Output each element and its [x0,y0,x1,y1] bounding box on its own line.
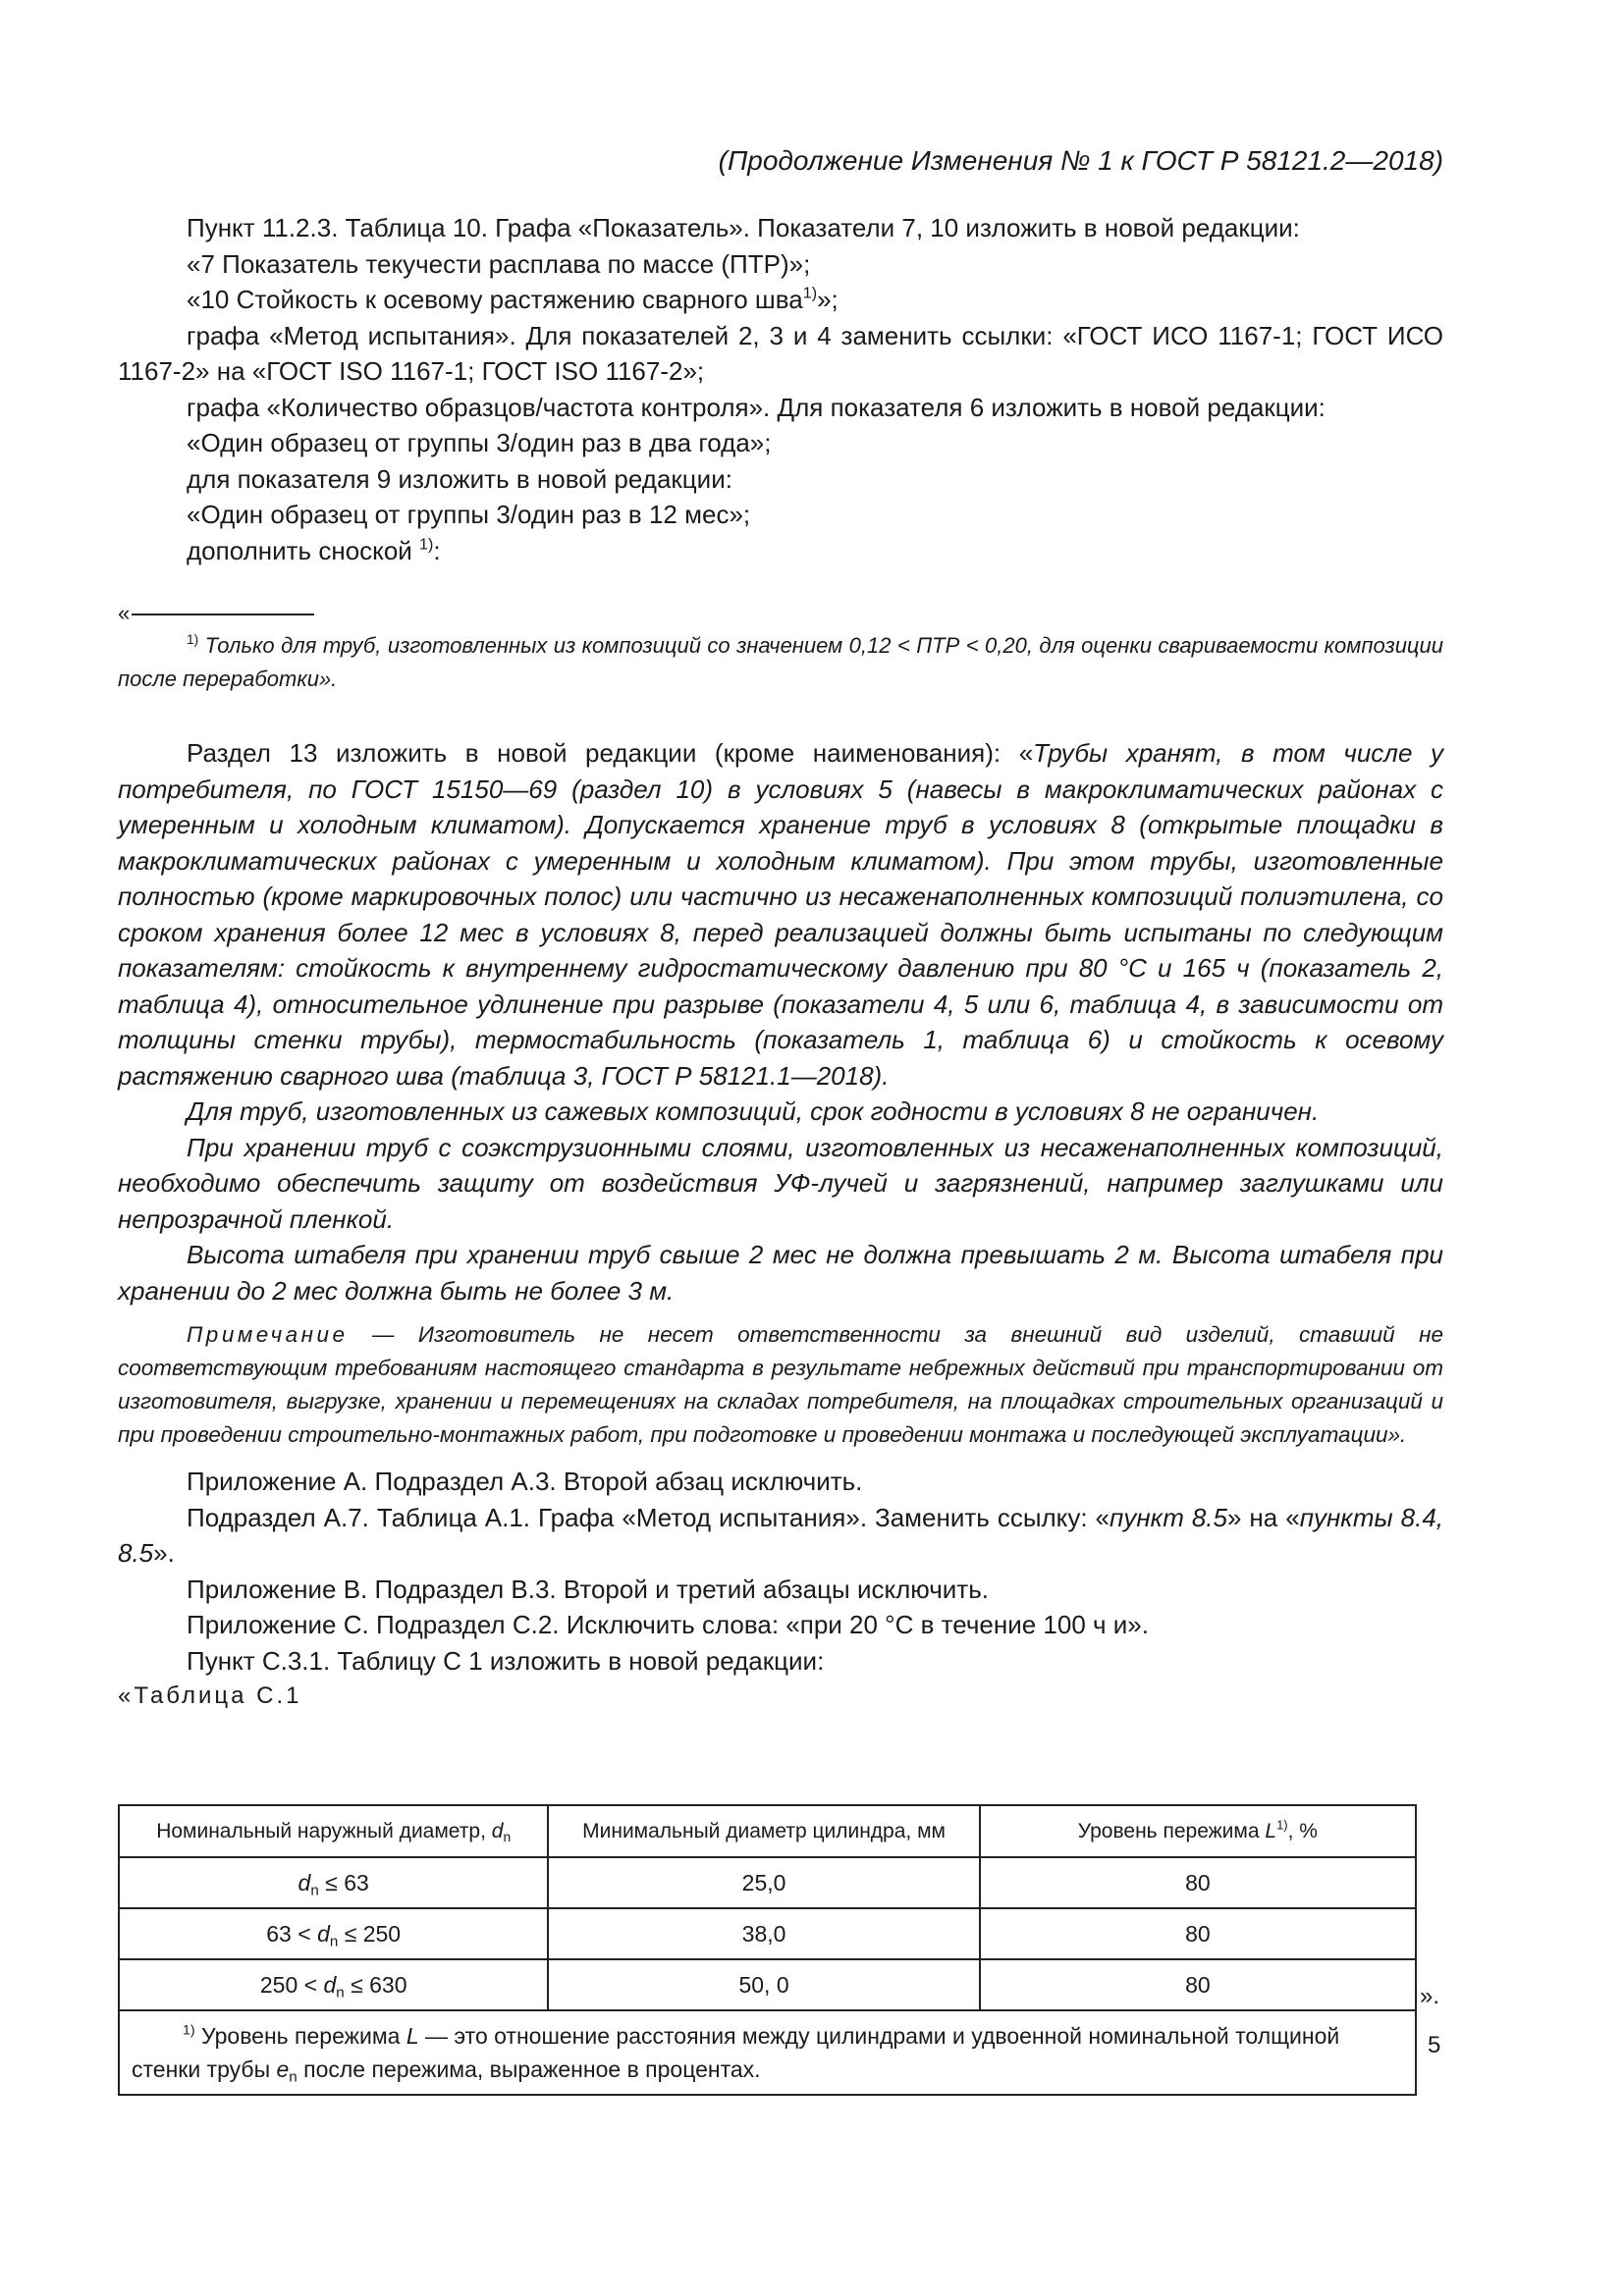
variable: L [1265,1819,1277,1842]
page-number: 5 [1428,2032,1441,2058]
paragraph-11-2-3: Пункт 11.2.3. Таблица 10. Графа «Показатель». Показатели 7, 10 изложить в новой редакции: [187,213,1300,242]
variable: d [317,1920,330,1947]
cell-pinch-level: 80 [980,1959,1416,2010]
paragraph-one-sample-two-years: «Один образец от группы 3/один раз в два года»; [187,428,772,457]
column-header-nominal-diameter [119,1805,548,1857]
table-footnote [119,2010,1416,2095]
table-footnote-row [119,2010,1416,2095]
text-run: » на « [1226,1502,1300,1532]
text-run: Подраздел А.7. Таблица А.1. Графа «Метод испытания». Заменить ссылку: « [187,1502,1110,1532]
continuation-header: (Продолжение Изменения № 1 к ГОСТ Р 58121.2—2018) [718,145,1443,176]
spacer [118,696,1443,735]
paragraph-soot-compositions: Для труб, изготовленных из сажевых композиций, срок годности в условиях 8 не ограничен. [187,1096,1320,1126]
paragraph-appendix-c2: Приложение С. Подраздел С.2. Исключить слова: «при 20 °С в течение 100 ч и». [187,1610,1149,1639]
text-run: Уровень пережима [194,2023,406,2049]
table-caption [118,1679,1443,1715]
variable: e [276,2056,290,2082]
paragraph-test-method: графа «Метод испытания». Для показателей 2, 3 и 4 заменить ссылки: «ГОСТ ИСО 1167-1; ГОСТ ИСО 1167-2» на «ГОСТ ISO 1167-1; ГОСТ ISO 1167-2»; [118,320,1443,386]
cell-min-diameter: 25,0 [548,1857,979,1908]
text-run: — Изготовитель не несет ответственности за внешний вид изделий, ставший не соответствующим требованиям настоящего стандарта в результате небрежных действий при транспортировании от изготовителя, выгрузке, хранении и перемещениях на складах потребителя, на площадках строительных организаций и при проведении строительно-монтажных работ, при подготовке и проведении монтажа и последующей эксплуатации». [118,1322,1443,1447]
paragraph-appendix-c31: Пункт С.3.1. Таблицу С 1 изложить в новой редакции: [187,1645,825,1676]
subscript: n [329,1933,339,1950]
text-run: С.1 [246,1682,302,1709]
footnote-ref: 1) [1276,1817,1288,1833]
footnote-separator [118,600,1443,629]
table-row [119,1908,1416,1959]
paragraph-coextrusion-storage: При хранении труб с соэкструзионными слоями, изготовленных из несаженаполненных композиций, необходимо обеспечить защиту от воздействия УФ-лучей и загрязнений, например заглушками или непрозрачной пленкой. [118,1132,1443,1234]
text-run: Трубы хранят, в том числе у потребителя, по ГОСТ 15150—69 (раздел 10) в условиях 5 (навесы в макроклиматических районах с умеренным и холодным климатом). Допускается хранение труб в условиях 8 (открытые площадки в макроклиматических районах с умеренным и холодным климатом). При этом трубы, изготовленные полностью (кроме маркировочных полос) или частично из несаженаполненных композиций полиэтилена, со сроком хранения более 12 мес в условиях 8, перед реализацией должны быть испытаны по следующим показателям: стойкость к внутреннему гидростатическому давлению при 80 °С и 165 ч (показатель 2, таблица 4), относительное удлинение при разрыве (показатели 4, 5 или 6, таблица 4, в зависимости от толщины стенки трубы), термостабильность (показатель 1, таблица 6) и стойкость к осевому растяжению сварного шва (таблица 3, ГОСТ Р 58121.1—2018). [118,738,1443,1091]
text-run: «10 Стойкость к осевому растяжению сварного шва [187,285,803,314]
text-run: , % [1287,1819,1318,1842]
text-run: Только для труб, изготовленных из композиций со значением 0,12 < ПТР < 0,20, для оценки свариваемости композиции после переработки». [118,633,1443,691]
paragraph-appendix-a3: Приложение А. Подраздел А.3. Второй абзац исключить. [187,1467,863,1496]
cell-diameter-range [119,1959,548,2010]
paragraph-appendix-a7 [118,1500,1443,1572]
footnote-marker: 1) [183,2022,195,2039]
text-run: после пережима, выраженное в процентах. [297,2056,761,2082]
table-row [119,1959,1416,2010]
text-run: Уровень пережима [1077,1819,1266,1842]
text-run: дополнить сноской [187,535,420,565]
cell-pinch-level: 80 [980,1857,1416,1908]
text-run: Раздел 13 изложить в новой редакции (кроме наименования): « [187,738,1034,768]
footnote-ref: 1) [419,535,434,554]
variable: d [298,1869,311,1896]
subscript: n [310,1882,319,1899]
text-run: : [433,535,441,565]
text-run: Номинальный наружный диаметр, [156,1819,492,1842]
text-run: 63 < [266,1920,318,1947]
text-run: « [118,1682,135,1709]
table-header-row [119,1805,1416,1857]
variable: L [406,2023,419,2049]
text-run: 250 < [259,1971,324,1998]
paragraph-sample-count: графа «Количество образцов/частота контроля». Для показателя 6 изложить в новой редакции: [187,392,1326,422]
indent [132,2023,183,2049]
text-run: ≤ 630 [344,1971,407,1998]
text-run: ». [153,1538,175,1568]
subscript: n [289,2068,298,2086]
table-c1 [118,1804,1417,2096]
paragraph-indicator-10 [118,282,1443,318]
table-row [119,1857,1416,1908]
text-run: пункты 8.4, 8.5 [118,1502,1444,1568]
footnote-text [118,629,1443,696]
paragraph-section-13 [118,735,1443,1094]
closing-quote: ». [1420,1983,1440,2009]
spacer [118,568,1443,598]
paragraph-stack-height: Высота штабеля при хранении труб свыше 2 мес не должна превышать 2 м. Высота штабеля при хранении до 2 мес должна быть не более 3 м. [118,1240,1443,1306]
column-header-pinch-level [980,1805,1416,1857]
document-body [118,210,1443,1715]
paragraph-add-footnote [118,533,1443,569]
cell-min-diameter: 38,0 [548,1908,979,1959]
text-run: пункт 8.5 [1110,1502,1227,1532]
subscript: n [503,1828,512,1844]
cell-diameter-range [119,1908,548,1959]
text-run: Таблица [134,1682,247,1709]
text-run: »; [817,285,839,314]
cell-min-diameter: 50, 0 [548,1959,979,2010]
subscript: n [336,1984,345,2002]
paragraph-one-sample-12-months: «Один образец от группы 3/один раз в 12 мес»; [187,500,751,529]
footnote-ref: 1) [802,284,818,302]
note-paragraph [118,1318,1443,1452]
note-label: Примечание [187,1322,349,1347]
column-header-min-cylinder-diameter: Минимальный диаметр цилиндра, мм [548,1805,979,1857]
paragraph-indicator-7: «7 Показатель текучести расплава по массе (ПТР)»; [187,248,811,279]
text-run: ≤ 250 [338,1920,402,1947]
separator-line [132,614,314,615]
text-run: ≤ 63 [318,1869,369,1896]
paragraph-appendix-b3: Приложение В. Подраздел В.3. Второй и третий абзацы исключить. [187,1574,989,1604]
open-quote: « [118,601,131,625]
paragraph-indicator-9: для показателя 9 изложить в новой редакции: [187,463,732,494]
footnote-marker: 1) [187,632,199,648]
variable: d [491,1819,504,1842]
cell-diameter-range [119,1857,548,1908]
text-run: — это отношение расстояния между цилиндрами и удвоенной номинальной толщиной стенки трубы [132,2023,1340,2082]
variable: d [323,1971,337,1998]
cell-pinch-level: 80 [980,1908,1416,1959]
